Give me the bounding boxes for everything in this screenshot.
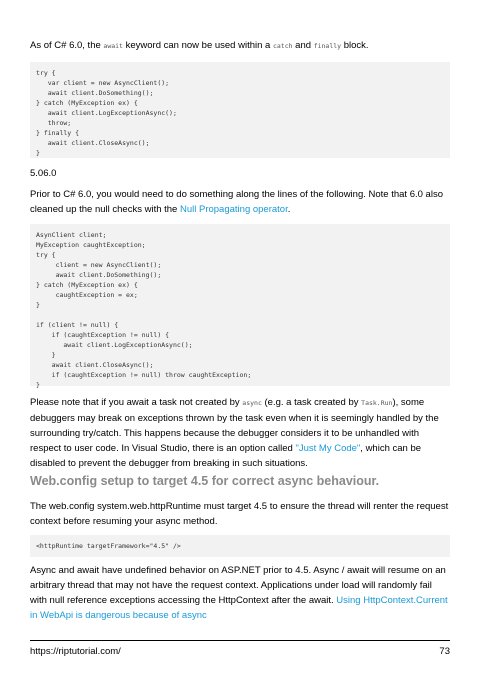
note-text-1: Please note that if you await a task not created by <box>30 397 243 408</box>
prior-paragraph <box>30 187 450 217</box>
note-text-4: , which can be disabled to prevent the debugger from breaking in such situations. <box>30 443 422 469</box>
prior-text-2: . <box>287 204 291 215</box>
httpcontext-webapi-link[interactable]: Using HttpContext.Current in WebApi is dangerous because of async <box>30 595 448 621</box>
footer-divider <box>30 640 450 641</box>
inline-code-await: await <box>103 42 123 50</box>
async-behavior-paragraph <box>30 563 450 623</box>
version-label: 5.06.0 <box>30 168 57 179</box>
null-propagating-operator-link[interactable]: Null Propagating operator <box>179 204 288 215</box>
note-text-2: (e.g. a task created by <box>261 397 362 408</box>
inline-code-finally: finally <box>313 42 342 50</box>
inline-code-task-run: Task.Run <box>361 399 393 407</box>
async-text-1: Async and await have undefined behavior on ASP.NET prior to 4.5. Async / await will resume on an arbitrary thread that may not have the request context. Applications under load will randomly fail with null reference exceptions accessing the HttpContext after the await. <box>30 565 446 606</box>
webconfig-paragraph: The web.config system.web.httpRuntime must target 4.5 to ensure the thread will renter the request context before resuming your async method. <box>30 501 449 527</box>
page-number: 73 <box>439 646 450 657</box>
intro-text-3: and <box>292 40 314 51</box>
section-heading: Web.config setup to target 4.5 for correct async behaviour. <box>30 474 380 488</box>
note-text-3: ), some debuggers may break on exceptions thrown by the task even when it is seemingly handled by the surrounding try/catch. This happens because the debugger considers it to be unhandled with respect to user code. In Visual Studio, there is an option called <box>30 397 439 454</box>
intro-text-1: As of C# 6.0, the <box>30 40 104 51</box>
just-my-code-link[interactable]: "Just My Code" <box>295 443 361 454</box>
footer-url[interactable]: https://riptutorial.com/ <box>30 646 121 657</box>
debugger-note-paragraph <box>30 395 450 471</box>
inline-code-catch: catch <box>272 42 293 50</box>
code-block-pre-csharp6: AsynClient client; MyException caughtException; try { client = new AsyncClient(); await client.DoSomething(); } catch (MyException ex) { caughtException = ex; } if (client != null) { if (caughtException != null) { await client.LogExceptionAsync(); } await client.CloseAsync(); if (caughtException != null) throw caughtException; } <box>30 224 450 386</box>
code-block-httpruntime: <httpRuntime targetFramework="4.5" /> <box>30 535 450 557</box>
inline-code-async: async <box>242 399 262 407</box>
intro-text-2: keyword can now be used within a <box>122 40 273 51</box>
intro-paragraph <box>30 38 450 54</box>
prior-text-1: Prior to C# 6.0, you would need to do something along the lines of the following. Note that 6.0 also cleaned up the null checks with the <box>30 189 443 215</box>
intro-text-4: block. <box>341 40 369 51</box>
code-block-try-catch-finally: try { var client = new AsyncClient(); await client.DoSomething(); } catch (MyException ex) { await client.LogExceptionAsync(); throw; } finally { await client.CloseAsync(); } <box>30 62 450 158</box>
